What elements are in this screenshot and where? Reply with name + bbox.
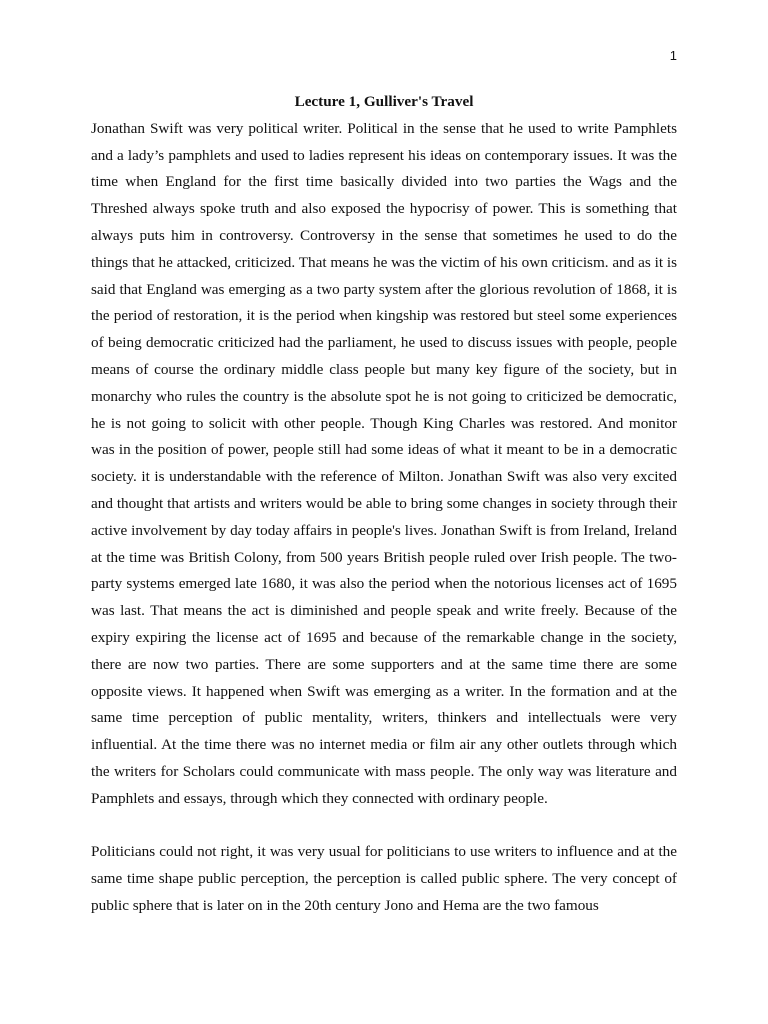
body-paragraph: Jonathan Swift was very political writer. Political in the sense that he used to write Pamphlets and a lady’s pamphlets and used to ladies represent his ideas on contemporary issues. It was the time when England for the first time basically divided into two parties the Wags and the Threshed always spoke truth and also exposed the hypocrisy of power. This is something that always puts him in controversy. Controversy in the sense that sometimes he used to do the things that he attacked, criticized. That means he was the victim of his own criticism. and as it is said that England was emerging as a two party system after the glorious revolution of 1868, it is the period of restoration, it is the period when kingship was restored but steel some experiences of being democratic criticized had the parliament, he used to discuss issues with people, people means of course the ordinary middle class people but many key figure of the society, but in monarchy who rules the country is the absolute spot he is not going to criticized be democratic, he is not going to solicit with other people. Though King Charles was restored. And monitor was in the position of power, people still had some ideas of what it meant to be in a democratic society. it is understandable with the reference of Milton. Jonathan Swift was also very excited and thought that artists and writers would be able to bring some changes in society through their active involvement by day today affairs in people's lives. Jonathan Swift is from Ireland, Ireland at the time was British Colony, from 500 years British people ruled over Irish people. The two-party systems emerged late 1680, it was also the period when the notorious licenses act of 1695 was last. That means the act is diminished and people speak and write freely. Because of the expiry expiring the license act of 1695 and because of the remarkable change in the society, there are now two parties. There are some supporters and at the same time there are some opposite views. It happened when Swift was emerging as a writer. In the formation and at the same time perception of public mentality, writers, thinkers and intellectuals were very influential. At the time there was no internet media or film air any other outlets through which the writers for Scholars could communicate with mass people. The only way was literature and Pamphlets and essays, through which they connected with ordinary people. bbox=[91, 119, 677, 807]
document-body bbox=[91, 89, 677, 920]
document-title: Lecture 1, Gulliver's Travel bbox=[294, 93, 474, 110]
body-paragraph: Politicians could not right, it was very usual for politicians to use writers to influence and at the same time shape public perception, the perception is called public sphere. The very concept of public sphere that is later on in the 20th century Jono and Hema are the two famous bbox=[91, 843, 677, 914]
page-number: 1 bbox=[669, 48, 677, 63]
